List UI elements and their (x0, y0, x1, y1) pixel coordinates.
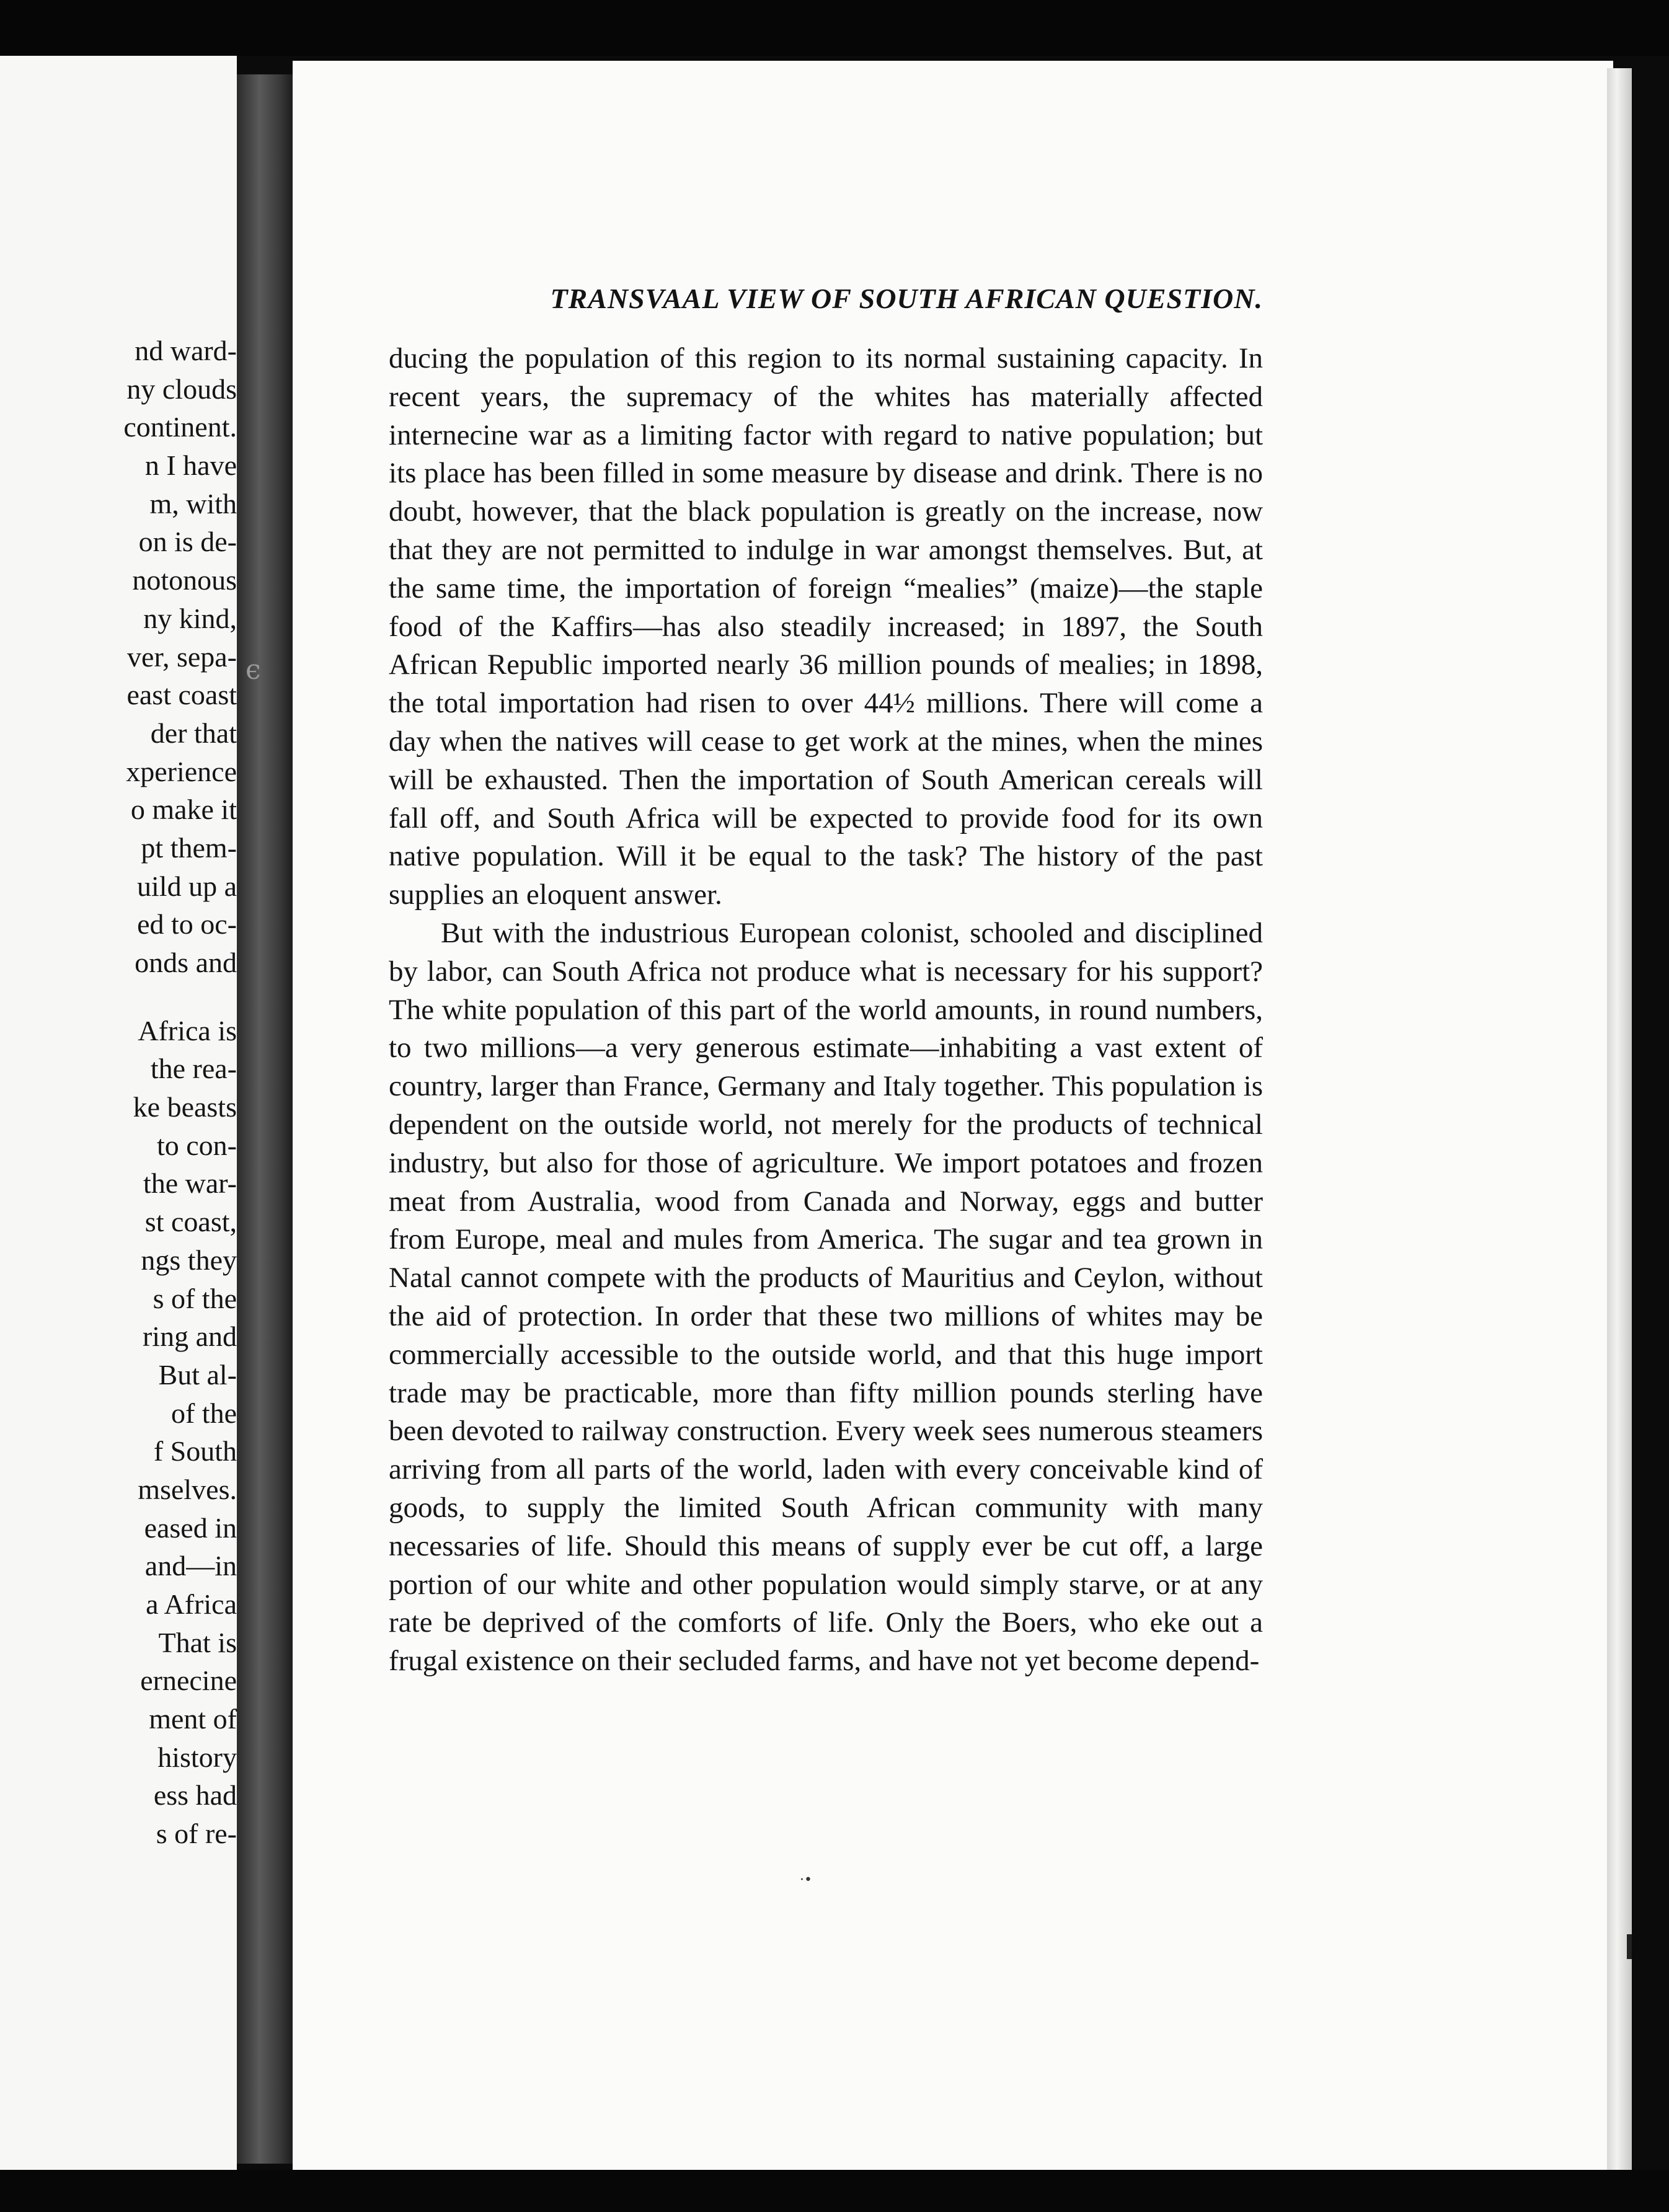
left-page-line: f South (153, 1435, 237, 1467)
left-page-line: pt them- (141, 831, 237, 864)
left-page-line: ver, sepa- (127, 640, 237, 673)
left-page-line: mselves. (138, 1473, 237, 1505)
paragraph: ducing the population of this region to its normal sustaining capacity. In recent years, the supremacy of the whites has materially affected internecine war as a limiting factor with regard to native population; but its place has been filled in some measure by disease and drink. There is no doubt, however, that the black population is greatly on the increase, now that they are not permitted to indulge in war amongst themselves. But, at the same time, the importation of foreign “mealies” (maize)—the staple food of the Kaffirs—has also steadily increased; in 1897, the South African Republic imported nearly 36 million pounds of mealies; in 1898, the total importation had risen to over 44½ millions. There will come a day when the natives will cease to get work at the mines, when the mines will be exhausted. Then the importation of South American cereals will fall off, and South Africa will be expected to provide food for its own native population. Will it be equal to the task? The history of the past supplies an eloquent answer. (389, 342, 1263, 911)
left-page-line: o make it (130, 794, 237, 826)
left-page-line: the war- (143, 1167, 237, 1200)
paragraph: But with the industrious European colonist, schooled and disciplined by labor, can South Africa not produce what is necessary for his support? The white population of this part of the world amounts, in round numbers, to two millions—a very generous estimate—inhabiting a vast extent of country, larger than France, Germany and Italy together. This population is dependent on the outside world, not merely for the products of technical industry, but also for those of agriculture. We import potatoes and frozen meat from Australia, wood from Canada and Norway, eggs and butter from Europe, meal and mules from America. The sugar and tea grown in Natal cannot compete with the products of Mauritius and Ceylon, without the aid of protection. In order that these two millions of whites may be commercially accessible to the outside world, and that this huge import trade may be practicable, more than fifty million pounds sterling have been devoted to railway construction. Every week sees numerous steamers arriving from all parts of the world, laden with every conceivable kind of goods, to supply the limited South African community with many necessaries of life. Should this means of supply ever be cut off, a large portion of our white and other population would simply starve, or at any rate be deprived of the comforts of life. Only the Boers, who eke out a frugal existence on their secluded farms, and have not yet become depend- (389, 916, 1263, 1678)
left-page-line: the rea- (150, 1053, 237, 1085)
left-page-line: of the (170, 1397, 237, 1429)
scanner-background-top (0, 0, 1669, 56)
left-page-line: ke beasts (133, 1091, 237, 1123)
left-page-line: notonous (132, 564, 237, 596)
left-page-line: ernecine (140, 1665, 237, 1697)
left-page-line: continent. (123, 411, 237, 443)
page-edge (1607, 68, 1632, 2170)
left-page-text (0, 332, 237, 1853)
left-page-line: and—in (144, 1550, 237, 1582)
left-page-line: ment of (149, 1703, 237, 1735)
paper-fleck: ϵ (246, 654, 261, 686)
left-page-line: der that (150, 717, 237, 749)
left-page-line: nd ward- (135, 335, 237, 366)
left-page-line: ngs they (141, 1244, 237, 1276)
left-page-line: east coast (126, 679, 237, 711)
left-page-line: xperience (126, 755, 237, 787)
left-page-line: That is (158, 1626, 237, 1658)
left-page-line: Africa is (138, 1014, 237, 1046)
left-page-line: m, with (149, 487, 237, 520)
left-page-line: But al- (158, 1358, 237, 1391)
left-page-line: to con- (156, 1129, 237, 1161)
left-page-line: uild up a (137, 870, 237, 902)
left-page-line: ess had (153, 1779, 237, 1812)
left-page-line: ring and (142, 1321, 237, 1353)
left-page-line: on is de- (138, 526, 237, 558)
left-page-line: s of re- (156, 1818, 237, 1850)
running-head: TRANSVAAL VIEW OF SOUTH AFRICAN QUESTION. (550, 283, 1263, 314)
left-page-line: s of the (153, 1282, 237, 1314)
scanner-background-bottom (0, 2170, 1669, 2212)
scan-artifact-mark (1627, 1934, 1632, 1959)
left-page-line: n I have (144, 449, 237, 482)
left-page-line: onds and (135, 947, 237, 978)
page-mark: ·• (800, 1872, 812, 1888)
book-gutter-shadow (237, 74, 294, 2164)
paragraph-gap (0, 982, 237, 1012)
left-page-line: ed to oc- (137, 908, 237, 940)
left-page-line: a Africa (146, 1588, 237, 1620)
left-page-line: ny clouds (126, 373, 237, 405)
body-text (389, 340, 1263, 1681)
left-page-line: history (157, 1741, 237, 1773)
left-page-line: eased in (144, 1511, 237, 1544)
left-page (0, 56, 237, 2170)
left-page-line: ny kind, (143, 602, 237, 634)
left-page-line: st coast, (144, 1206, 237, 1238)
